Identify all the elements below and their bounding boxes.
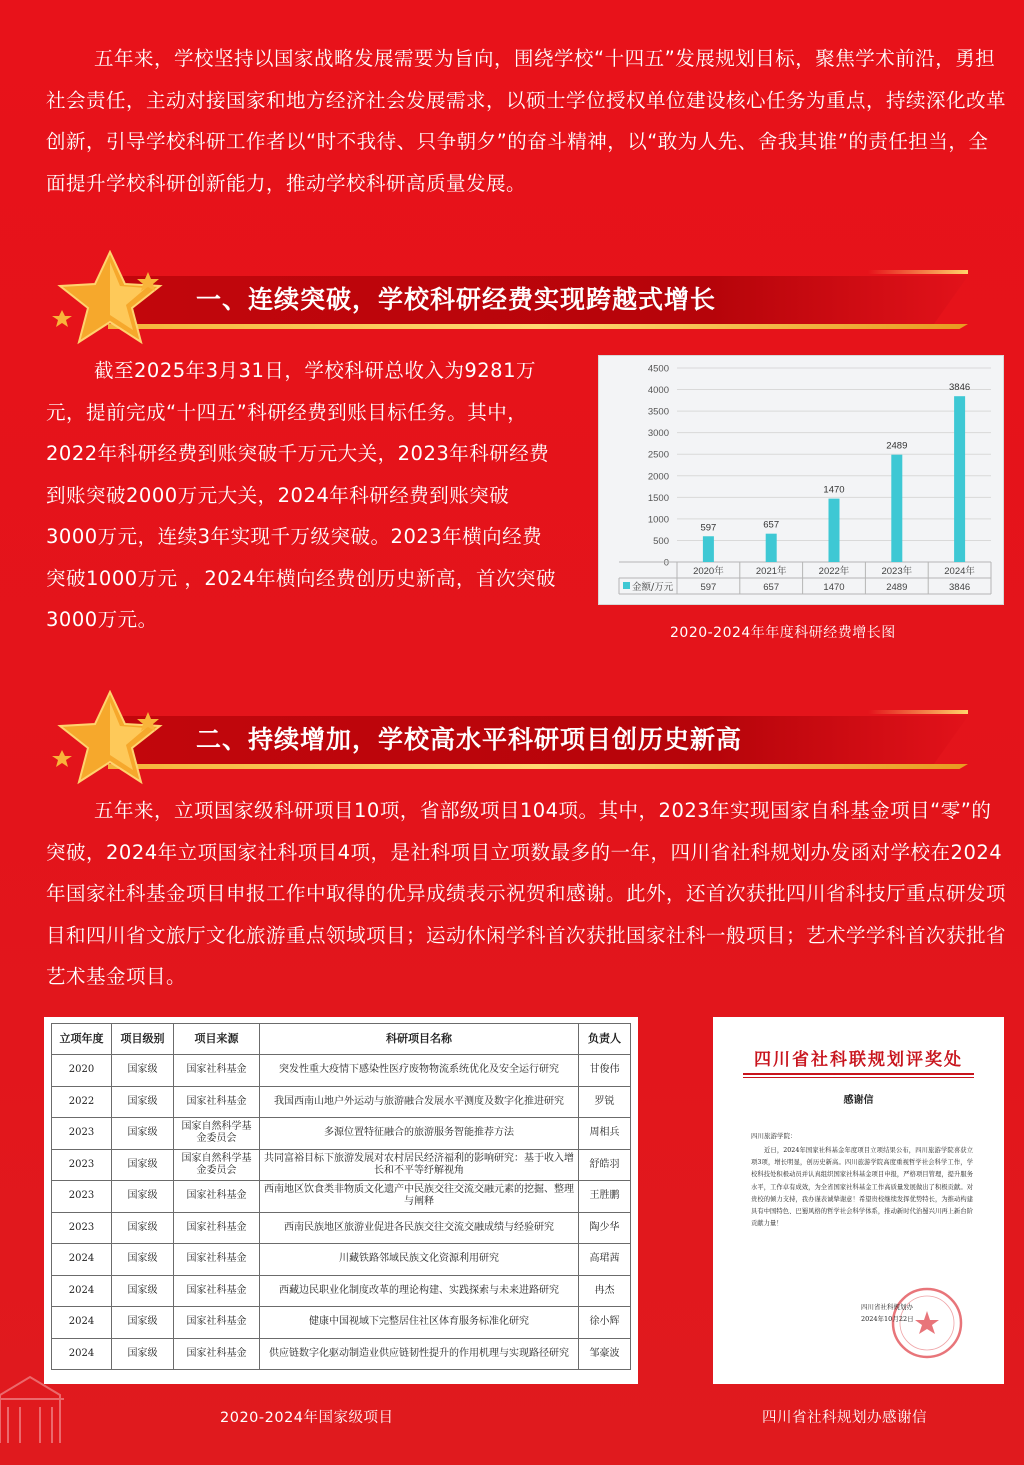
table-cell: 国家级 bbox=[112, 1181, 174, 1213]
legend-swatch bbox=[623, 582, 630, 589]
table-value: 597 bbox=[700, 582, 717, 593]
x-tick-label: 2023年 bbox=[881, 566, 913, 577]
table-cell: 国家级 bbox=[112, 1212, 174, 1244]
y-tick-label: 500 bbox=[653, 535, 669, 547]
bar bbox=[829, 499, 840, 562]
letter-sign-date: 2024年10月22日 bbox=[861, 1315, 914, 1323]
table-row bbox=[52, 1055, 631, 1087]
letter-sign-org: 四川省社科规划办 bbox=[861, 1303, 913, 1311]
table-cell: 国家级 bbox=[112, 1244, 174, 1276]
project-table-card bbox=[44, 1017, 638, 1384]
y-tick-label: 1000 bbox=[647, 514, 669, 526]
table-cell: 国家自然科学基金委员会 bbox=[174, 1118, 260, 1150]
star-icon bbox=[48, 690, 208, 786]
table-cell: 甘俊伟 bbox=[579, 1055, 631, 1087]
y-tick-label: 3000 bbox=[647, 428, 669, 440]
table-cell: 国家自然科学基金委员会 bbox=[174, 1149, 260, 1181]
section1-paragraph: 截至2025年3月31日，学校科研总收入为9281万元，提前完成“十四五”科研经费到账目标任务。其中，2022年科研经费到账突破千万元大关，2023年科研经费到账突破2000万元大关，2024年科研经费到账突破3000万元，连续3年实现千万级突破。2023年横向经费突破1000万元 ，2024年横向经费创历史新高，首次突破3000万元。 bbox=[46, 359, 556, 631]
table-row bbox=[52, 1118, 631, 1150]
star-icon bbox=[48, 250, 208, 346]
y-tick-label: 1500 bbox=[647, 492, 669, 504]
letter-caption: 四川省社科规划办感谢信 bbox=[762, 1410, 927, 1426]
bar bbox=[703, 536, 714, 562]
chart-caption: 2020-2024年年度科研经费增长图 bbox=[670, 625, 896, 641]
table-cell: 2023 bbox=[52, 1118, 112, 1150]
column-header: 负责人 bbox=[579, 1024, 631, 1055]
table-cell: 2024 bbox=[52, 1338, 112, 1370]
table-row bbox=[52, 1086, 631, 1118]
x-tick-label: 2022年 bbox=[818, 566, 850, 577]
section2-banner bbox=[48, 690, 968, 786]
section1-title: 一、连续突破，学校科研经费实现跨越式增长 bbox=[196, 285, 717, 314]
table-cell: 川藏铁路邻域民族文化资源利用研究 bbox=[260, 1244, 579, 1276]
table-value: 657 bbox=[763, 582, 780, 593]
building-decoration-icon bbox=[0, 1355, 90, 1445]
table-value: 2489 bbox=[886, 582, 908, 593]
section1-banner bbox=[48, 250, 968, 346]
funding-chart bbox=[598, 355, 1004, 605]
table-cell: 西南地区饮食类非物质文化遗产中民族交往交流交融元素的挖掘、整理与阐释 bbox=[260, 1181, 579, 1213]
table-cell: 国家级 bbox=[112, 1149, 174, 1181]
table-cell: 西藏边民职业化制度改革的理论构建、实践探索与未来进路研究 bbox=[260, 1275, 579, 1307]
x-tick-label: 2024年 bbox=[944, 566, 975, 577]
column-header: 科研项目名称 bbox=[260, 1024, 579, 1055]
table-cell: 2022 bbox=[52, 1086, 112, 1118]
table-row bbox=[52, 1244, 631, 1276]
data-label: 2489 bbox=[886, 440, 908, 452]
table-row bbox=[52, 1275, 631, 1307]
table-cell: 国家社科基金 bbox=[174, 1307, 260, 1339]
x-tick-label: 2021年 bbox=[755, 566, 787, 577]
bar bbox=[891, 455, 902, 562]
table-header-row bbox=[52, 1024, 631, 1055]
intro-paragraph: 五年来，学校坚持以国家战略发展需要为旨向，围绕学校“十四五”发展规划目标，聚焦学术前沿，勇担社会责任，主动对接国家和地方经济社会发展需求，以硕士学位授权单位建设核心任务为重点，持续深化改革创新，引导学校科研工作者以“时不我待、只争朝夕”的奋斗精神，以“敢为人先、舍我其谁”的责任担当，全面提升学校科研创新能力，推动学校科研高质量发展。 bbox=[46, 47, 1007, 195]
table-cell: 陶少华 bbox=[579, 1212, 631, 1244]
table-row bbox=[52, 1181, 631, 1213]
table-cell: 2024 bbox=[52, 1307, 112, 1339]
table-cell: 共同富裕目标下旅游发展对农村居民经济福利的影响研究：基于收入增长和不平等纾解视角 bbox=[260, 1149, 579, 1181]
table-cell: 健康中国视域下完整居住社区体育服务标准化研究 bbox=[260, 1307, 579, 1339]
table-value: 3846 bbox=[949, 582, 971, 593]
table-cell: 邹豪波 bbox=[579, 1338, 631, 1370]
data-label: 597 bbox=[700, 522, 717, 534]
x-tick-label: 2020年 bbox=[693, 566, 724, 577]
table-caption: 2020-2024年国家级项目 bbox=[220, 1410, 394, 1426]
data-label: 657 bbox=[763, 519, 780, 531]
y-tick-label: 0 bbox=[663, 557, 669, 569]
table-cell: 高珺茜 bbox=[579, 1244, 631, 1276]
table-cell: 罗锐 bbox=[579, 1086, 631, 1118]
table-row bbox=[52, 1149, 631, 1181]
column-header: 立项年度 bbox=[52, 1024, 112, 1055]
table-row bbox=[52, 1338, 631, 1370]
table-cell: 国家社科基金 bbox=[174, 1055, 260, 1087]
y-tick-label: 2000 bbox=[647, 471, 669, 483]
table-row bbox=[52, 1307, 631, 1339]
table-cell: 国家社科基金 bbox=[174, 1181, 260, 1213]
table-cell: 国家级 bbox=[112, 1338, 174, 1370]
table-cell: 多源位置特征融合的旅游服务智能推荐方法 bbox=[260, 1118, 579, 1150]
table-cell: 周相兵 bbox=[579, 1118, 631, 1150]
table-cell: 国家级 bbox=[112, 1055, 174, 1087]
table-value: 1470 bbox=[823, 582, 845, 593]
table-cell: 国家级 bbox=[112, 1275, 174, 1307]
table-cell: 突发性重大疫情下感染性医疗废物物流系统优化及安全运行研究 bbox=[260, 1055, 579, 1087]
project-table bbox=[51, 1023, 631, 1370]
letter-body: 近日，2024年国家社科基金年度项目立项结果公布，四川旅游学院喜获立项3项，增长明显，创历史新高。四川旅游学院高度重视哲学社会科学工作，学校科技处积极动员并认真组织国家社科基金项目申报，严格项目管理，提升服务水平，工作卓有成效，为全省国家社科基金工作高质量发展做出了积极贡献。对贵校的倾力支持，我办谨表诚挚谢意！希望贵校继续发挥优势特长，为推动构建具有中国特色、巴蜀风格的哲学社会科学体系，推动新时代治蜀兴川再上新台阶贡献力量！ bbox=[751, 1147, 973, 1228]
column-header: 项目来源 bbox=[174, 1024, 260, 1055]
table-cell: 国家级 bbox=[112, 1307, 174, 1339]
letter-org-header: 四川省社科联规划评奖处 bbox=[754, 1050, 963, 1070]
data-label: 3846 bbox=[949, 382, 971, 394]
legend-label: 金额/万元 bbox=[632, 582, 674, 593]
table-cell: 国家级 bbox=[112, 1086, 174, 1118]
data-label: 1470 bbox=[823, 484, 845, 496]
table-cell: 2020 bbox=[52, 1055, 112, 1087]
table-cell: 国家级 bbox=[112, 1118, 174, 1150]
bar bbox=[766, 534, 777, 562]
table-cell: 2024 bbox=[52, 1244, 112, 1276]
table-cell: 徐小辉 bbox=[579, 1307, 631, 1339]
letter-subject: 感谢信 bbox=[843, 1095, 874, 1106]
table-cell: 2023 bbox=[52, 1149, 112, 1181]
table-cell: 我国西南山地户外运动与旅游融合发展水平测度及数字化推进研究 bbox=[260, 1086, 579, 1118]
section2-paragraph: 五年来，立项国家级科研项目10项，省部级项目104项。其中，2023年实现国家自科基金项目“零”的突破，2024年立项国家社科项目4项，是社科项目立项数最多的一年，四川省社科规划办发函对学校在2024年国家社科基金项目申报工作中取得的优异成绩表示祝贺和感谢。此外，还首次获批四川省科技厅重点研发项目和四川省文旅厅文化旅游重点领域项目；运动休闲学科首次获批国家社科一般项目；艺术学学科首次获批省艺术基金项目。 bbox=[46, 799, 1007, 988]
table-cell: 国家社科基金 bbox=[174, 1338, 260, 1370]
table-cell: 供应链数字化驱动制造业供应链韧性提升的作用机理与实现路径研究 bbox=[260, 1338, 579, 1370]
table-cell: 2024 bbox=[52, 1275, 112, 1307]
table-cell: 舒皓羽 bbox=[579, 1149, 631, 1181]
thank-you-letter bbox=[713, 1017, 1004, 1384]
table-cell: 国家社科基金 bbox=[174, 1275, 260, 1307]
bar bbox=[954, 396, 965, 562]
letter-salutation: 四川旅游学院： bbox=[751, 1132, 797, 1140]
table-row bbox=[52, 1212, 631, 1244]
table-cell: 西南民族地区旅游业促进各民族交往交流交融成绩与经验研究 bbox=[260, 1212, 579, 1244]
table-cell: 2023 bbox=[52, 1212, 112, 1244]
table-cell: 国家社科基金 bbox=[174, 1086, 260, 1118]
table-cell: 王胜鹏 bbox=[579, 1181, 631, 1213]
column-header: 项目级别 bbox=[112, 1024, 174, 1055]
y-tick-label: 4500 bbox=[647, 363, 669, 375]
funding-bar-chart bbox=[599, 356, 1005, 606]
y-tick-label: 2500 bbox=[647, 449, 669, 461]
letter-signature bbox=[861, 1301, 914, 1325]
table-cell: 国家社科基金 bbox=[174, 1244, 260, 1276]
y-tick-label: 3500 bbox=[647, 406, 669, 418]
table-cell: 冉杰 bbox=[579, 1275, 631, 1307]
section2-title: 二、持续增加，学校高水平科研项目创历史新高 bbox=[196, 725, 743, 754]
table-cell: 国家社科基金 bbox=[174, 1212, 260, 1244]
table-cell: 2023 bbox=[52, 1181, 112, 1213]
y-tick-label: 4000 bbox=[647, 385, 669, 397]
